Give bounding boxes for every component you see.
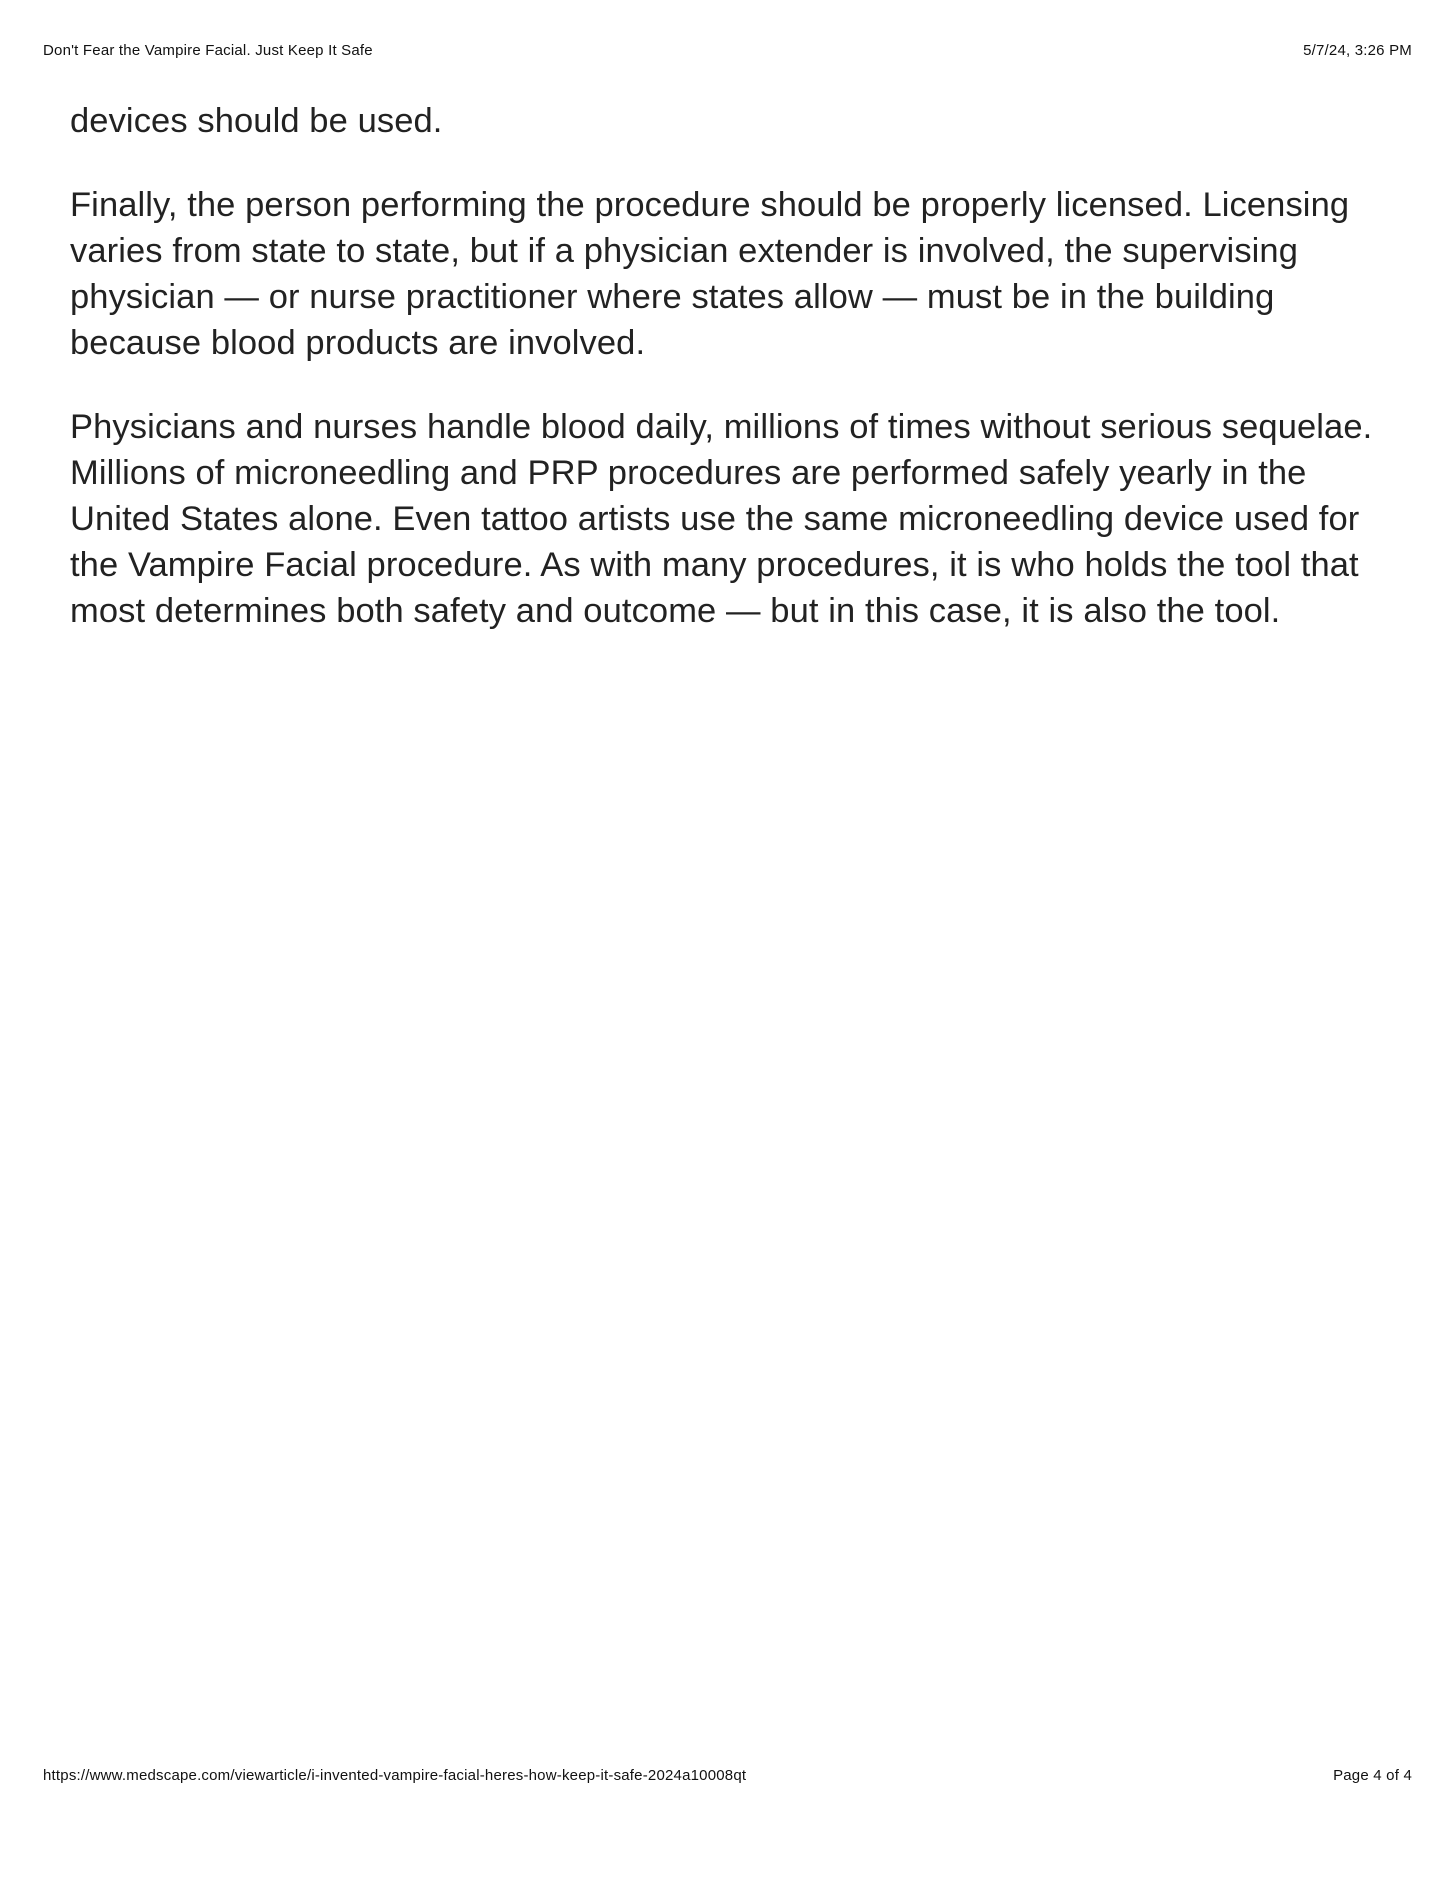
paragraph-devices: devices should be used.	[70, 102, 443, 140]
source-url: https://www.medscape.com/viewarticle/i-invented-vampire-facial-heres-how-keep-it-safe-2024a10008qt	[43, 1767, 747, 1784]
paragraph-licensing: Finally, the person performing the procedure should be properly licensed. Licensing varies from state to state, but if a physician extender is involved, the supervising physician — or nurse practitioner where states allow — must be in the building because blood products are involved.	[70, 186, 1350, 362]
print-footer	[43, 1767, 1412, 1784]
print-header	[43, 42, 1412, 59]
print-datetime: 5/7/24, 3:26 PM	[1303, 42, 1412, 59]
page-number: Page 4 of 4	[1333, 1767, 1412, 1784]
page-title: Don't Fear the Vampire Facial. Just Keep It Safe	[43, 42, 373, 59]
paragraph-safety: Physicians and nurses handle blood daily, millions of times without serious sequelae. Millions of microneedling and PRP procedures are performed safely yearly in the United States alone. Even tattoo artists use the same microneedling device used for the Vampire Facial procedure. As with many procedures, it is who holds the tool that most determines both safety and outcome — but in this case, it is also the tool.	[70, 408, 1373, 630]
article-body	[70, 98, 1390, 672]
